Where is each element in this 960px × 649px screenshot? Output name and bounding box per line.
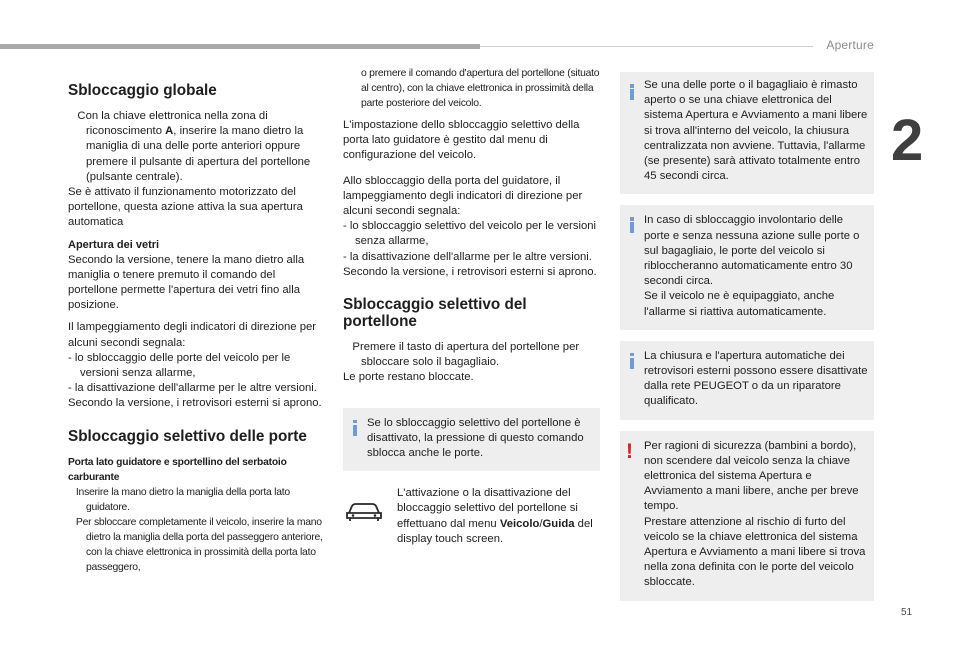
warning-text: Prestare attenzione al rischio di furto del veicolo se la chiave elettronica del sistema Apertura e Avviamento a mani libere si trova nella zona definita con le porte del veicolo sbloccate. [644,515,866,589]
heading-sbloccaggio-selettivo-porte: Sbloccaggio selettivo delle porte [68,427,307,445]
warning-icon: ! [626,439,633,463]
info-text: Se una delle porte o il bagagliaio è rimasto aperto o se una chiave elettronica del sistema Apertura e Avviamento a mani libere si trova all'interno del veicolo, la chiusura centralizzata non avviene. Tuttavia, l'allarme (se presente) sarà attivato totalmente entro 45 secondi circa. [644,79,868,183]
heading-sbloccaggio-globale: Sbloccaggio globale [68,82,217,99]
column-middle [343,66,600,554]
header-rule [480,46,813,47]
bullet-paragraph [68,109,324,185]
text: , inserire la mano dietro la maniglia di una delle porte anteriori oppure premere il pulsante di apertura del portellone (pulsante centrale). [86,125,311,183]
heading-sbloccaggio-selettivo-portellone: Sbloccaggio selettivo del portellone [343,296,527,331]
car-menu-text [397,482,600,547]
info-box [620,341,874,420]
text: L'attivazione o la disattivazione del bloccaggio selettivo del portellone si effettuano dal menu [397,487,578,530]
bullet-paragraph [343,340,600,370]
key-label: A [165,125,174,138]
info-icon [626,353,640,369]
info-box [620,205,874,329]
subheading-apertura-vetri: Apertura dei vetri [68,238,160,251]
paragraph: Il lampeggiamento degli indicatori di direzione per alcuni secondi segnala: [68,321,317,349]
info-box [343,408,600,472]
info-text: La chiusura e l'apertura automatiche dei retrovisori esterni possono essere disattivate dalla rete PEUGEOT o da un riparatore qualificato. [644,349,868,408]
subheading-lato-guidatore: Porta lato guidatore e sportellino del serbatoio carburante [68,456,287,483]
column-right [620,72,874,612]
section-title: Aperture [826,38,874,52]
warning-text: Per ragioni di sicurezza (bambini a bordo), non scendere dal veicolo senza la chiave elettronica del sistema Apertura e Avviamento a mani libere, anche per breve tempo. [644,439,859,513]
info-box [620,72,874,194]
text: Premere il tasto di apertura del portellone per sbloccare solo il bagagliaio. [352,341,580,369]
dash-item: - lo sbloccaggio selettivo del veicolo per le versioni senza allarme, [343,220,597,248]
car-menu-note [343,482,600,554]
info-text: Se lo sbloccaggio selettivo del portellone è disattivato, la pressione di questo comando sblocca anche le porte. [367,416,584,460]
info-text: Se il veicolo ne è equipaggiato, anche l'allarme si riattiva automaticamente. [644,290,835,318]
header-bar [0,44,480,49]
dash-item: - la disattivazione dell'allarme per le altre versioni. [68,382,317,395]
page-number: 51 [901,607,913,618]
dash-item: - la disattivazione dell'allarme per le altre versioni. [343,250,592,263]
info-icon [626,84,640,100]
dash-item: - lo sbloccaggio delle porte del veicolo per le versioni senza allarme, [68,351,291,380]
paragraph-continued: o premere il comando d'apertura del portellone (situato al centro), con la chiave elettronica in prossimità della parte posteriore del veicolo. [361,68,600,109]
info-icon [626,217,640,233]
paragraph: Secondo la versione, i retrovisori esterni si aprono. [68,397,322,410]
bullet-paragraph [68,485,324,515]
car-icon [343,494,385,524]
info-icon [349,420,363,436]
paragraph: Secondo la versione, tenere la mano dietro alla maniglia o tenere premuto il comando del portellone permette l'apertura dei vetri fino alla posizione. [68,253,305,312]
info-text: In caso di sbloccaggio involontario delle porte e senza nessuna azione sulle porte o sul bagagliaio, le porte del veicolo si ribloccheranno automaticamente entro 30 secondi circa. [644,214,860,288]
paragraph: Allo sbloccaggio della porta del guidatore, il lampeggiamento degli indicatori di direzione per alcuni secondi segnala: [343,174,583,218]
text: Inserire la mano dietro la maniglia della porta lato guidatore. [75,486,290,513]
warning-box [620,431,874,601]
bullet-paragraph [68,515,324,575]
column-left [68,70,324,582]
menu-name: Veicolo [499,517,540,530]
text: Per sbloccare completamente il veicolo, inserire la mano dietro la maniglia della porta del passeggero anteriore, con la chiave elettronica in prossimità della porta lato passeggero, [75,516,323,573]
chapter-number: 2 [891,108,924,173]
paragraph: Le porte restano bloccate. [343,371,474,384]
menu-name: Guida [542,517,575,530]
text: del display touch screen. [397,517,593,545]
text: Con la chiave elettronica nella zona di riconoscimento [77,110,268,138]
paragraph: L'impostazione dello sbloccaggio selettivo della porta lato guidatore è gestito dal menu di configurazione del veicolo. [343,119,580,162]
text: / [539,517,543,530]
paragraph: Secondo la versione, i retrovisori esterni si aprono. [343,265,597,278]
paragraph: Se è attivato il funzionamento motorizzato del portellone, questa azione attiva la sua apertura automatica [68,186,303,229]
